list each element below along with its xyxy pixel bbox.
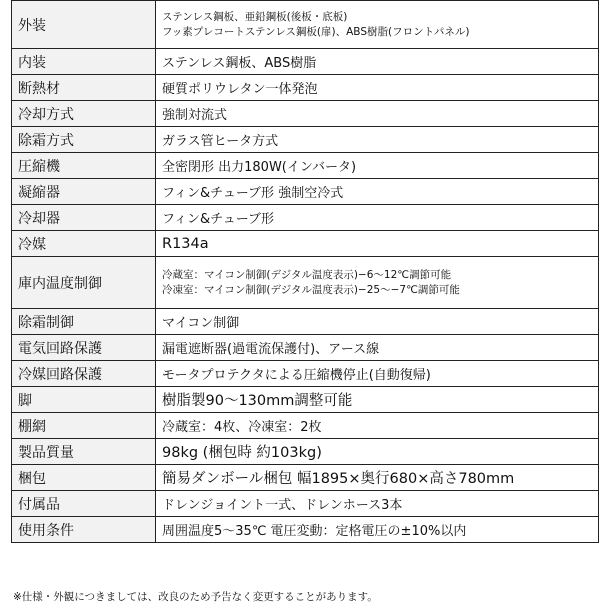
spec-value [156,231,599,257]
footnote: ※仕様・外観につきましては、改良のため予告なく変更することがあります。 [13,591,378,603]
spec-label: 冷媒回路保護 [12,361,156,387]
spec-row [12,517,599,543]
spec-value-line: 冷凍室：マイコン制御(デジタル温度表示)−25〜−7℃調節可能 [162,283,460,296]
spec-row [12,491,599,517]
spec-table [11,0,599,543]
spec-value [156,465,599,491]
spec-value [156,361,599,387]
spec-row [12,1,599,49]
spec-value-line: 周囲温度5〜35℃ 電圧変動：定格電圧の±10%以内 [162,524,467,539]
spec-label: 電気回路保護 [12,335,156,361]
spec-row [12,309,599,335]
spec-row [12,75,599,101]
spec-label: 使用条件 [12,517,156,543]
spec-value-line: 全密閉形 出力180W(インバータ) [162,160,357,175]
spec-row [12,231,599,257]
spec-value-line: 冷蔵室：マイコン制御(デジタル温度表示)−6〜12℃調節可能 [162,268,452,281]
spec-row [12,413,599,439]
spec-label: 凝縮器 [12,179,156,205]
spec-value-line: 簡易ダンボール梱包 幅1895×奥行680×高さ780mm [162,471,515,487]
spec-label: 除霜方式 [12,127,156,153]
spec-label: 棚網 [12,413,156,439]
spec-value [156,413,599,439]
spec-value [156,153,599,179]
spec-value [156,517,599,543]
spec-label: 断熱材 [12,75,156,101]
spec-value [156,101,599,127]
spec-row [12,335,599,361]
spec-value-line: ガラス管ヒータ方式 [162,134,279,149]
spec-row [12,179,599,205]
spec-value-line: マイコン制御 [162,316,240,331]
spec-row [12,257,599,309]
spec-value-line: R134a [162,235,209,252]
spec-row [12,49,599,75]
spec-label: 内装 [12,49,156,75]
spec-label: 外装 [12,1,156,49]
spec-value-line: 98kg (梱包時 約103kg) [162,445,322,461]
spec-label: 梱包 [12,465,156,491]
spec-value [156,309,599,335]
spec-label: 冷却器 [12,205,156,231]
spec-label: 庫内温度制御 [12,257,156,309]
spec-label: 製品質量 [12,439,156,465]
spec-row [12,101,599,127]
spec-value-line: 硬質ポリウレタン一体発泡 [162,82,318,97]
spec-value-line: 漏電遮断器(過電流保護付)、アース線 [162,342,380,357]
spec-value-line: フッ素プレコートステンレス鋼板(扉)、ABS樹脂(フロントパネル) [162,25,470,38]
spec-label: 付属品 [12,491,156,517]
spec-row [12,465,599,491]
spec-value [156,491,599,517]
spec-value [156,179,599,205]
spec-row [12,127,599,153]
spec-value-line: ステンレス鋼板、亜鉛鋼板(後板・底板) [162,10,348,23]
spec-value [156,257,599,309]
spec-row [12,153,599,179]
spec-value [156,439,599,465]
spec-value-line: モータプロテクタによる圧縮機停止(自動復帰) [162,368,431,383]
spec-value-line: ステンレス鋼板、ABS樹脂 [162,56,317,71]
spec-value [156,75,599,101]
spec-value-line: 樹脂製90〜130mm調整可能 [162,393,353,409]
spec-row [12,439,599,465]
spec-label: 冷媒 [12,231,156,257]
spec-value [156,127,599,153]
spec-row [12,361,599,387]
spec-value-line: 強制対流式 [162,108,228,123]
spec-row [12,205,599,231]
spec-row [12,387,599,413]
spec-label: 脚 [12,387,156,413]
spec-value-line: ドレンジョイント一式、ドレンホース3本 [162,498,403,513]
spec-value [156,387,599,413]
spec-value-line: フィン&チューブ形 [162,212,275,227]
spec-label: 除霜制御 [12,309,156,335]
spec-value [156,335,599,361]
spec-value-line: 冷蔵室：4枚、冷凍室：2枚 [162,420,322,435]
spec-label: 冷却方式 [12,101,156,127]
spec-value [156,1,599,49]
spec-value [156,205,599,231]
spec-label: 圧縮機 [12,153,156,179]
spec-value-line: フィン&チューブ形 強制空冷式 [162,186,344,201]
spec-value [156,49,599,75]
